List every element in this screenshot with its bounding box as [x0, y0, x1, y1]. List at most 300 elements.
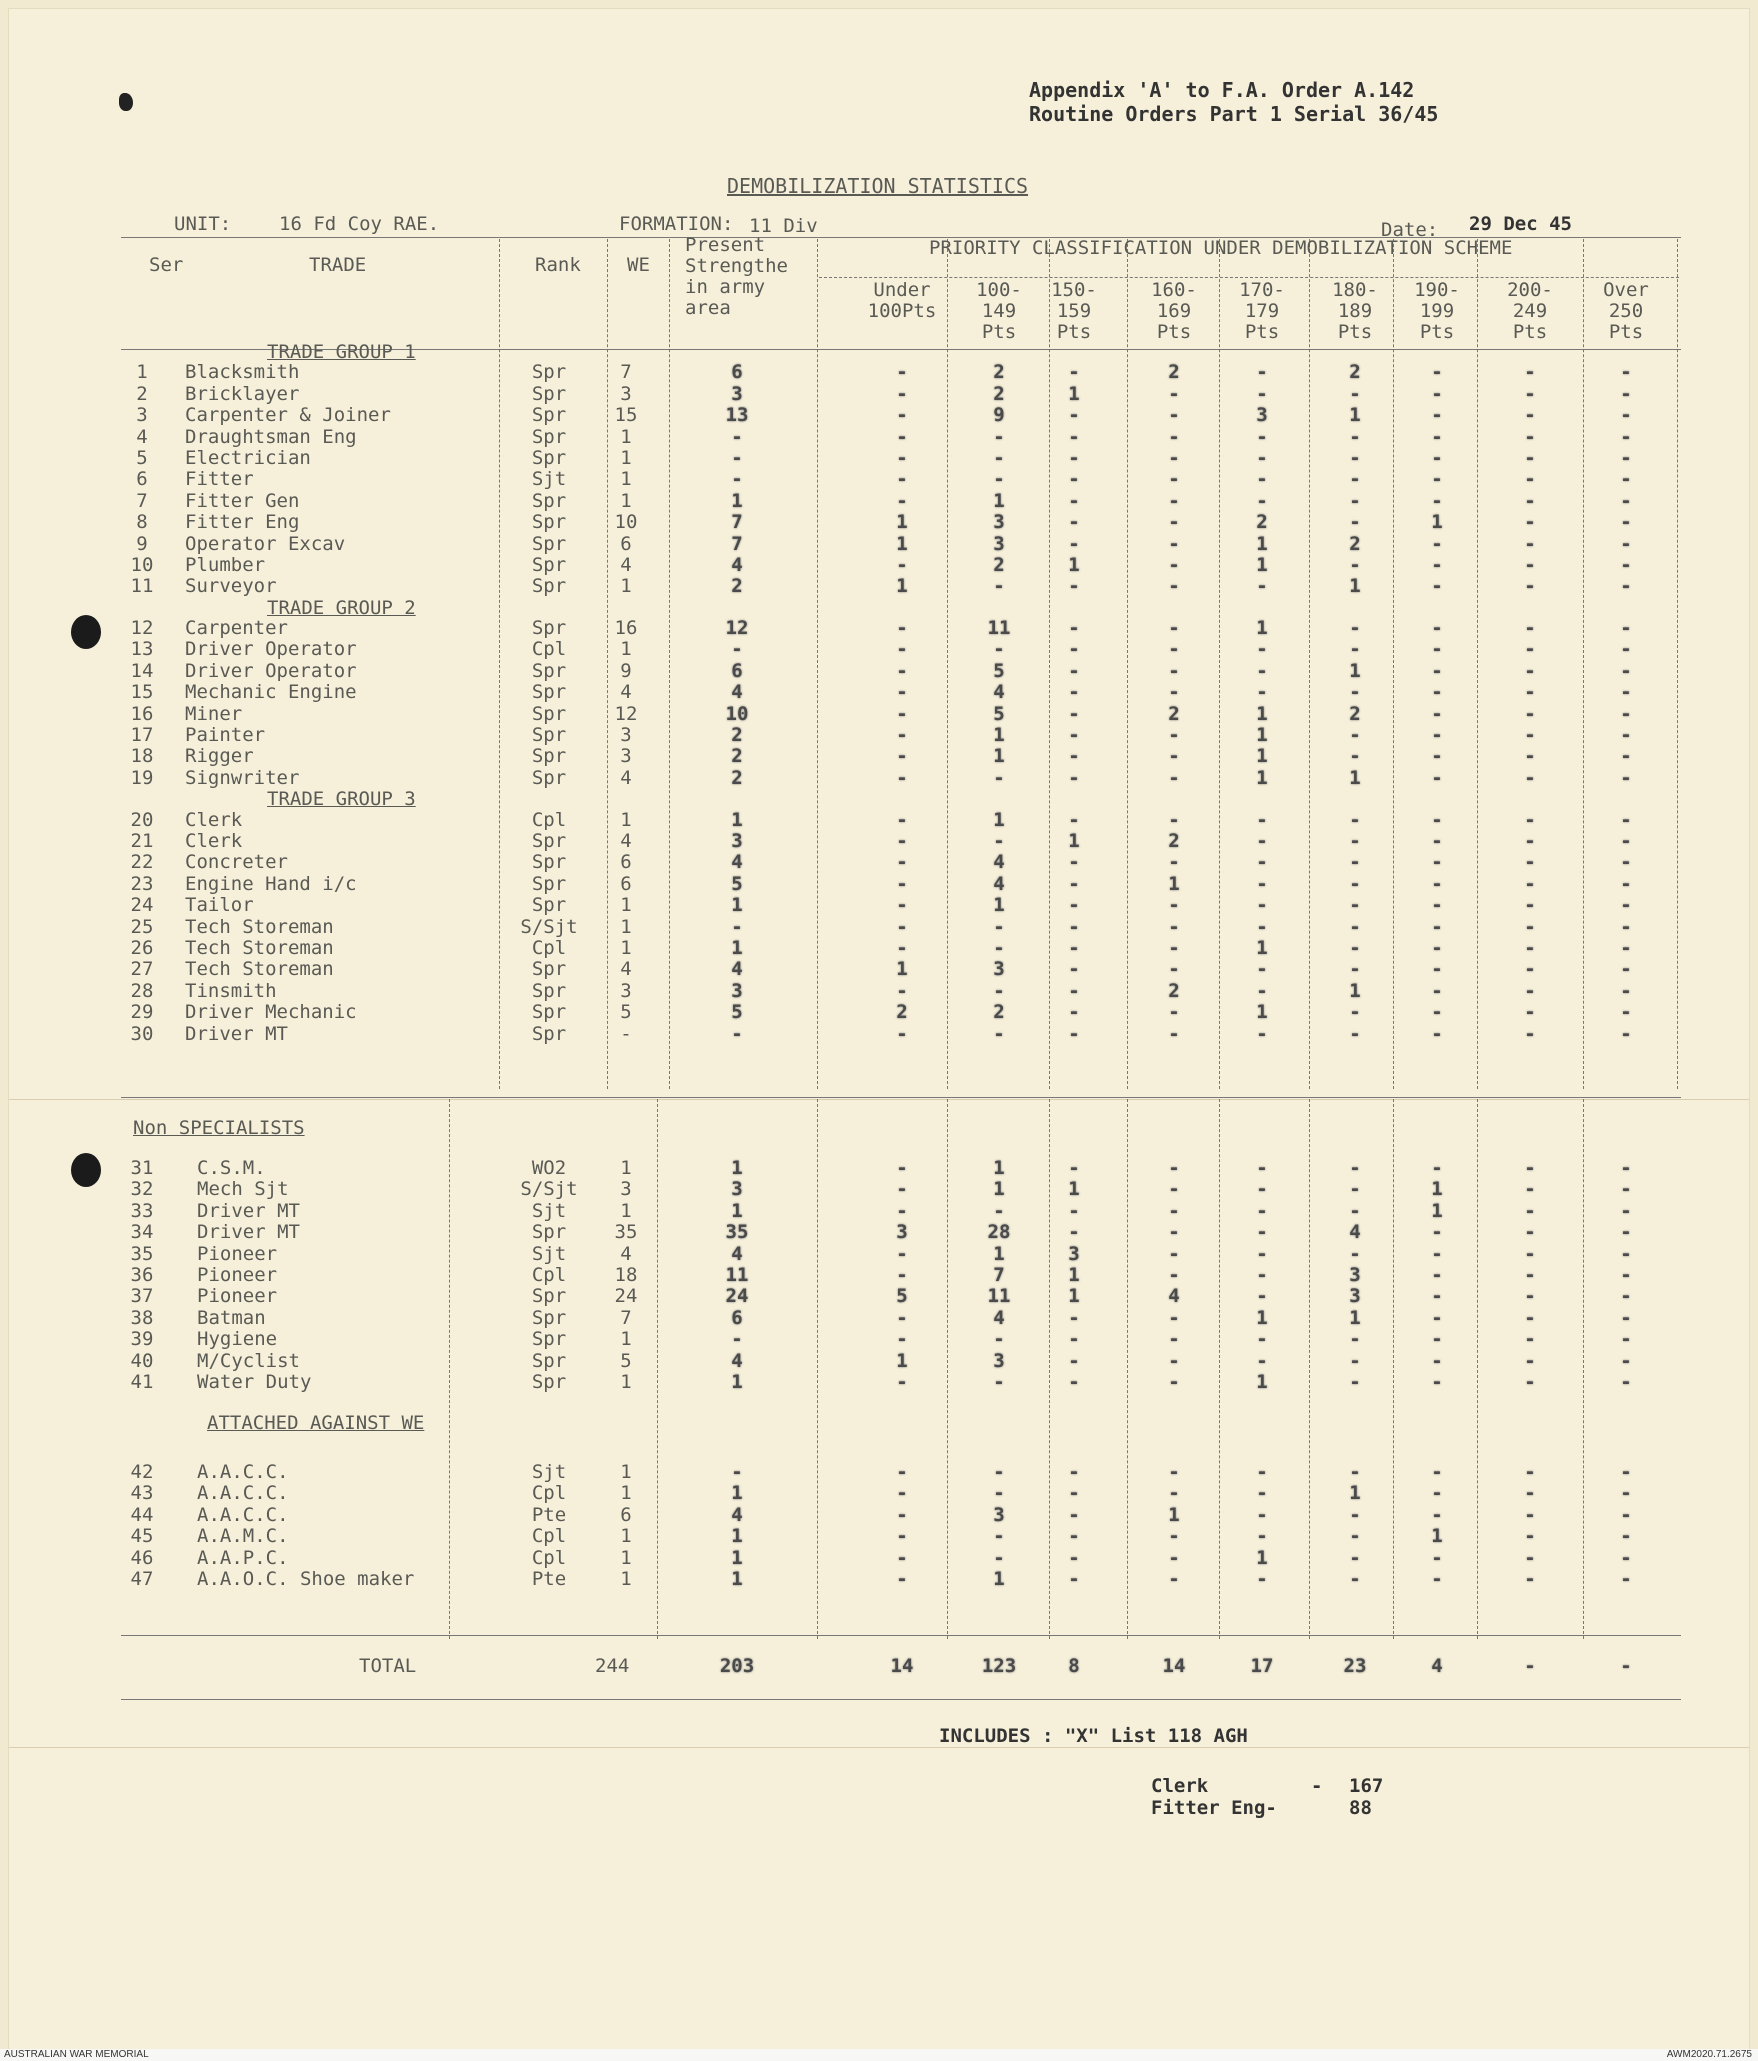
formation-value: 11 Div: [749, 215, 818, 237]
row-priority-value: -: [1168, 1461, 1180, 1483]
row-priority-value: -: [896, 468, 908, 491]
row-priority-value: 5: [896, 1285, 908, 1308]
row-priority-value: 1: [1349, 979, 1361, 1002]
total-priority-value: 17: [1250, 1655, 1274, 1677]
header-ser: Ser: [149, 254, 184, 276]
row-priority-value: 1: [896, 511, 908, 534]
row-we: 1: [620, 1371, 632, 1393]
row-ser: 24: [130, 894, 154, 917]
row-priority-value: -: [1524, 1178, 1536, 1201]
row-priority-value: -: [1524, 894, 1536, 917]
row-we: 1: [620, 936, 632, 959]
includes-item-sep: -: [1311, 1775, 1323, 1797]
row-rank: Sjt: [531, 1199, 567, 1222]
unit-label: UNIT:: [174, 213, 232, 235]
row-priority-value: -: [1349, 638, 1361, 661]
row-priority-value: -: [1620, 575, 1632, 598]
row-rank: Sjt: [531, 1461, 567, 1483]
row-ser: 9: [136, 532, 148, 555]
row-rank: Pte: [531, 1503, 567, 1526]
row-priority-value: 2: [1168, 979, 1180, 1002]
row-priority-value: -: [1524, 1503, 1536, 1526]
row-we: 15: [614, 404, 638, 427]
table-rule: [121, 1097, 1681, 1098]
row-trade: Concreter: [185, 851, 288, 874]
row-priority-value: -: [896, 1157, 908, 1179]
row-priority-value: -: [1431, 532, 1443, 555]
row-priority-value: -: [1168, 425, 1180, 448]
header-priority-col: 249: [1512, 300, 1548, 322]
row-priority-value: -: [1431, 915, 1443, 938]
table-rule: [1309, 239, 1310, 1089]
header-priority-col: 150-: [1051, 279, 1097, 301]
row-priority-value: -: [1256, 894, 1268, 917]
row-priority-value: 1: [1256, 1371, 1268, 1393]
row-priority-value: -: [1068, 532, 1080, 555]
row-we: 1: [620, 468, 632, 491]
row-priority-value: -: [1524, 1022, 1536, 1045]
row-trade: Miner: [185, 702, 243, 725]
row-priority-value: -: [1068, 659, 1080, 682]
row-priority-value: -: [1168, 638, 1180, 661]
row-present: -: [731, 446, 743, 469]
header-priority-col: Pts: [1244, 321, 1280, 343]
row-priority-value: -: [1256, 425, 1268, 448]
row-priority-value: -: [896, 425, 908, 448]
row-priority-value: -: [1431, 489, 1443, 512]
row-priority-value: -: [1620, 894, 1632, 917]
row-trade: Tinsmith: [185, 979, 277, 1002]
row-we: 1: [620, 894, 632, 917]
row-present: 2: [731, 745, 743, 768]
row-priority-value: -: [896, 659, 908, 682]
row-we: 1: [620, 1461, 632, 1483]
row-priority-value: -: [1349, 745, 1361, 768]
row-priority-value: -: [1524, 1001, 1536, 1024]
row-priority-value: -: [1620, 872, 1632, 895]
row-we: 4: [620, 553, 632, 576]
table-rule: [1477, 239, 1478, 1089]
row-priority-value: -: [1524, 1264, 1536, 1286]
row-priority-value: 1: [896, 532, 908, 555]
row-we: 1: [620, 1546, 632, 1569]
row-priority-value: -: [1256, 872, 1268, 895]
row-ser: 30: [130, 1022, 154, 1045]
row-ser: 7: [136, 489, 148, 512]
row-priority-value: -: [1431, 659, 1443, 682]
row-priority-value: -: [896, 808, 908, 831]
row-priority-value: 2: [896, 1001, 908, 1024]
header-we: WE: [627, 254, 650, 276]
row-priority-value: -: [1168, 1221, 1180, 1244]
row-priority-value: 1: [1256, 553, 1268, 576]
row-priority-value: 2: [993, 361, 1005, 384]
row-priority-value: -: [1524, 1306, 1536, 1329]
row-we: 1: [620, 446, 632, 469]
row-priority-value: -: [896, 1461, 908, 1483]
row-priority-value: -: [1620, 1157, 1632, 1179]
row-we: 4: [620, 958, 632, 981]
row-priority-value: 1: [1349, 659, 1361, 682]
row-priority-value: -: [1431, 446, 1443, 469]
row-priority-value: -: [1620, 553, 1632, 576]
row-priority-value: 1: [993, 724, 1005, 747]
row-priority-value: -: [1168, 915, 1180, 938]
row-priority-value: 3: [1256, 404, 1268, 427]
row-priority-value: -: [896, 382, 908, 405]
row-priority-value: -: [1524, 979, 1536, 1002]
row-priority-value: -: [1620, 724, 1632, 747]
table-rule: [1127, 1099, 1128, 1639]
row-we: 7: [620, 1306, 632, 1329]
row-trade: Rigger: [185, 745, 254, 768]
row-priority-value: -: [1620, 1285, 1632, 1308]
table-rule: [1219, 239, 1220, 1089]
row-rank: Spr: [531, 872, 567, 895]
row-trade: Tech Storeman: [185, 915, 334, 938]
row-present: -: [731, 1328, 743, 1351]
row-we: 6: [620, 872, 632, 895]
row-priority-value: -: [1620, 936, 1632, 959]
row-trade: A.A.C.C.: [197, 1482, 289, 1505]
row-priority-value: -: [993, 979, 1005, 1002]
header-priority-col: Pts: [1419, 321, 1455, 343]
row-present: -: [731, 1022, 743, 1045]
table-rule: [1393, 239, 1394, 1089]
row-priority-value: 2: [1168, 702, 1180, 725]
row-rank: Spr: [531, 511, 567, 534]
row-priority-value: 3: [993, 958, 1005, 981]
row-priority-value: -: [1256, 1157, 1268, 1179]
row-priority-value: 1: [1168, 1503, 1180, 1526]
row-priority-value: -: [1256, 468, 1268, 491]
row-priority-value: -: [1168, 1546, 1180, 1569]
row-ser: 46: [130, 1546, 154, 1569]
row-priority-value: -: [1431, 958, 1443, 981]
row-priority-value: 2: [1256, 511, 1268, 534]
row-present: 2: [731, 766, 743, 789]
row-we: 24: [614, 1285, 638, 1308]
row-priority-value: 3: [993, 1503, 1005, 1526]
row-priority-value: 1: [896, 575, 908, 598]
row-priority-value: -: [1168, 468, 1180, 491]
table-rule: [657, 1099, 658, 1639]
row-priority-value: -: [1431, 1022, 1443, 1045]
row-trade: C.S.M.: [197, 1157, 266, 1179]
row-priority-value: -: [1620, 404, 1632, 427]
row-rank: Spr: [531, 1022, 567, 1045]
row-priority-value: -: [896, 1264, 908, 1286]
row-priority-value: -: [1168, 745, 1180, 768]
punch-hole: [71, 615, 101, 649]
row-priority-value: -: [1524, 1242, 1536, 1265]
row-priority-value: 1: [993, 1242, 1005, 1265]
row-ser: 34: [130, 1221, 154, 1244]
row-priority-value: -: [1068, 894, 1080, 917]
row-priority-value: -: [896, 1482, 908, 1505]
row-trade: Mechanic Engine: [185, 681, 357, 704]
row-priority-value: -: [1431, 468, 1443, 491]
row-priority-value: -: [1620, 1461, 1632, 1483]
row-priority-value: -: [1431, 724, 1443, 747]
row-ser: 42: [130, 1461, 154, 1483]
row-priority-value: -: [1431, 1461, 1443, 1483]
row-priority-value: -: [1068, 702, 1080, 725]
total-priority-value: 8: [1068, 1655, 1080, 1677]
row-priority-value: -: [1524, 1199, 1536, 1222]
row-priority-value: 1: [1256, 936, 1268, 959]
header-priority-col: 159: [1056, 300, 1092, 322]
row-priority-value: 4: [993, 872, 1005, 895]
row-priority-value: -: [993, 446, 1005, 469]
header-priority-col: Pts: [1608, 321, 1644, 343]
row-priority-value: -: [1349, 1157, 1361, 1179]
header-priority-col: 100-: [976, 279, 1022, 301]
row-priority-value: -: [1620, 1001, 1632, 1024]
row-priority-value: 2: [993, 382, 1005, 405]
row-trade: Tech Storeman: [185, 958, 334, 981]
includes-item-value: 88: [1349, 1797, 1372, 1819]
row-rank: Spr: [531, 1221, 567, 1244]
row-priority-value: -: [1349, 1503, 1361, 1526]
row-priority-value: 2: [993, 553, 1005, 576]
row-ser: 16: [130, 702, 154, 725]
row-priority-value: 1: [1431, 1199, 1443, 1222]
row-we: 4: [620, 829, 632, 852]
row-priority-value: -: [1068, 1328, 1080, 1351]
row-present: 4: [731, 851, 743, 874]
row-trade: A.A.P.C.: [197, 1546, 289, 1569]
row-priority-value: -: [1168, 489, 1180, 512]
document-page: [8, 8, 1750, 2051]
row-priority-value: 11: [987, 617, 1011, 640]
row-priority-value: 1: [1256, 1306, 1268, 1329]
row-priority-value: -: [1349, 468, 1361, 491]
row-priority-value: -: [993, 1022, 1005, 1045]
row-trade: Draughtsman Eng: [185, 425, 357, 448]
row-priority-value: -: [1068, 808, 1080, 831]
row-rank: Cpl: [531, 1525, 567, 1548]
row-priority-value: 3: [896, 1221, 908, 1244]
row-rank: Pte: [531, 1568, 567, 1590]
row-trade: Driver MT: [185, 1022, 288, 1045]
page-title: DEMOBILIZATION STATISTICS: [727, 174, 1029, 198]
row-priority-value: -: [1068, 724, 1080, 747]
row-priority-value: -: [896, 1568, 908, 1590]
row-priority-value: -: [1524, 511, 1536, 534]
row-ser: 40: [130, 1349, 154, 1372]
row-priority-value: -: [1620, 808, 1632, 831]
row-priority-value: 1: [1168, 872, 1180, 895]
row-priority-value: -: [1620, 1503, 1632, 1526]
row-priority-value: -: [1168, 1482, 1180, 1505]
row-priority-value: -: [1524, 1568, 1536, 1590]
total-label: TOTAL: [359, 1655, 417, 1677]
formation-label: FORMATION:: [619, 213, 734, 235]
row-rank: Spr: [531, 1371, 567, 1393]
row-priority-value: -: [1068, 851, 1080, 874]
header-priority-col: 190-: [1414, 279, 1460, 301]
row-priority-value: -: [1524, 575, 1536, 598]
row-priority-value: -: [1431, 575, 1443, 598]
row-rank: S/Sjt: [520, 915, 578, 938]
table-rule: [669, 239, 670, 1089]
row-priority-value: -: [1524, 915, 1536, 938]
row-priority-value: -: [1431, 382, 1443, 405]
row-priority-value: -: [896, 446, 908, 469]
row-rank: Spr: [531, 617, 567, 640]
row-we: 12: [614, 702, 638, 725]
total-we: 244: [595, 1655, 630, 1677]
row-priority-value: -: [993, 915, 1005, 938]
row-priority-value: -: [1168, 894, 1180, 917]
row-priority-value: -: [1620, 702, 1632, 725]
row-priority-value: -: [1168, 1568, 1180, 1590]
row-priority-value: -: [1256, 361, 1268, 384]
row-priority-value: -: [1349, 1001, 1361, 1024]
row-priority-value: -: [1068, 617, 1080, 640]
row-priority-value: -: [1431, 1221, 1443, 1244]
header-present-line: in army: [685, 276, 766, 298]
row-present: 24: [725, 1285, 749, 1308]
row-priority-value: -: [1068, 638, 1080, 661]
total-priority-value: 123: [981, 1655, 1017, 1677]
row-priority-value: 1: [896, 1349, 908, 1372]
row-trade: Carpenter & Joiner: [185, 404, 391, 427]
row-priority-value: -: [1256, 1482, 1268, 1505]
row-priority-value: -: [1256, 382, 1268, 405]
row-priority-value: -: [1620, 851, 1632, 874]
row-priority-value: -: [1524, 829, 1536, 852]
row-priority-value: -: [1168, 1157, 1180, 1179]
row-priority-value: 1: [1256, 1546, 1268, 1569]
row-priority-value: -: [896, 851, 908, 874]
row-priority-value: -: [1431, 894, 1443, 917]
row-priority-value: -: [1620, 532, 1632, 555]
row-priority-value: 1: [1349, 575, 1361, 598]
row-priority-value: 1: [1068, 829, 1080, 852]
row-ser: 38: [130, 1306, 154, 1329]
row-priority-value: -: [1431, 1503, 1443, 1526]
row-present: -: [731, 638, 743, 661]
row-present: 1: [731, 1371, 743, 1393]
row-priority-value: -: [1620, 446, 1632, 469]
row-priority-value: -: [896, 489, 908, 512]
header-priority-col: 149: [981, 300, 1017, 322]
row-priority-value: -: [1349, 1199, 1361, 1222]
row-priority-value: -: [1256, 1503, 1268, 1526]
row-priority-value: -: [1524, 404, 1536, 427]
row-priority-value: 3: [1068, 1242, 1080, 1265]
row-priority-value: -: [993, 1482, 1005, 1505]
row-priority-value: -: [1168, 1199, 1180, 1222]
row-priority-value: -: [1256, 1525, 1268, 1548]
row-present: -: [731, 425, 743, 448]
row-we: 6: [620, 851, 632, 874]
row-priority-value: -: [896, 638, 908, 661]
row-priority-value: -: [1524, 1285, 1536, 1308]
row-priority-value: -: [1524, 1371, 1536, 1393]
row-priority-value: -: [896, 1546, 908, 1569]
row-priority-value: -: [1431, 1001, 1443, 1024]
row-trade: A.A.C.C.: [197, 1503, 289, 1526]
row-priority-value: -: [993, 1371, 1005, 1393]
row-priority-value: -: [1349, 489, 1361, 512]
row-priority-value: -: [1620, 361, 1632, 384]
table-rule: [1583, 1099, 1584, 1639]
row-priority-value: -: [1256, 446, 1268, 469]
row-rank: Spr: [531, 1349, 567, 1372]
row-present: 4: [731, 1349, 743, 1372]
row-priority-value: -: [1168, 724, 1180, 747]
row-priority-value: -: [1620, 1178, 1632, 1201]
row-priority-value: -: [1068, 468, 1080, 491]
row-trade: Clerk: [185, 829, 243, 852]
row-priority-value: 1: [1256, 724, 1268, 747]
row-we: 3: [620, 979, 632, 1002]
row-we: 35: [614, 1221, 638, 1244]
row-priority-value: -: [993, 766, 1005, 789]
row-priority-value: 1: [993, 745, 1005, 768]
row-priority-value: -: [1256, 915, 1268, 938]
row-rank: Spr: [531, 702, 567, 725]
row-priority-value: -: [896, 1022, 908, 1045]
row-priority-value: 2: [1168, 361, 1180, 384]
row-trade: Fitter Eng: [185, 511, 300, 534]
row-priority-value: -: [1524, 468, 1536, 491]
row-priority-value: -: [896, 1306, 908, 1329]
row-we: 1: [620, 915, 632, 938]
row-we: 1: [620, 1525, 632, 1548]
row-priority-value: -: [1431, 1349, 1443, 1372]
header-priority-col: Pts: [1056, 321, 1092, 343]
row-trade: Pioneer: [197, 1242, 278, 1265]
row-present: 6: [731, 659, 743, 682]
row-priority-value: -: [1524, 1461, 1536, 1483]
row-priority-value: -: [1068, 1371, 1080, 1393]
row-ser: 10: [130, 553, 154, 576]
row-priority-value: -: [1431, 872, 1443, 895]
row-present: 1: [731, 489, 743, 512]
row-we: 1: [620, 1568, 632, 1590]
row-priority-value: 4: [993, 851, 1005, 874]
row-priority-value: -: [1168, 1264, 1180, 1286]
row-priority-value: -: [1431, 617, 1443, 640]
row-priority-value: -: [896, 872, 908, 895]
row-priority-value: -: [1620, 1371, 1632, 1393]
row-priority-value: -: [1524, 681, 1536, 704]
row-trade: Pioneer: [197, 1285, 278, 1308]
row-trade: Electrician: [185, 446, 311, 469]
row-priority-value: -: [1068, 745, 1080, 768]
header-present-line: Present: [685, 234, 766, 256]
row-priority-value: -: [896, 404, 908, 427]
row-priority-value: 1: [993, 489, 1005, 512]
row-present: 1: [731, 1525, 743, 1548]
row-priority-value: -: [1431, 851, 1443, 874]
row-priority-value: -: [1168, 1525, 1180, 1548]
includes-label: INCLUDES : "X" List 118 AGH: [939, 1725, 1248, 1747]
row-we: 16: [614, 617, 638, 640]
row-priority-value: -: [1524, 1221, 1536, 1244]
row-present: 7: [731, 532, 743, 555]
row-priority-value: -: [1620, 1482, 1632, 1505]
row-priority-value: -: [1524, 425, 1536, 448]
row-trade: Clerk: [185, 808, 243, 831]
row-priority-value: -: [1524, 1328, 1536, 1351]
row-priority-value: -: [1256, 1022, 1268, 1045]
row-priority-value: -: [896, 1178, 908, 1201]
